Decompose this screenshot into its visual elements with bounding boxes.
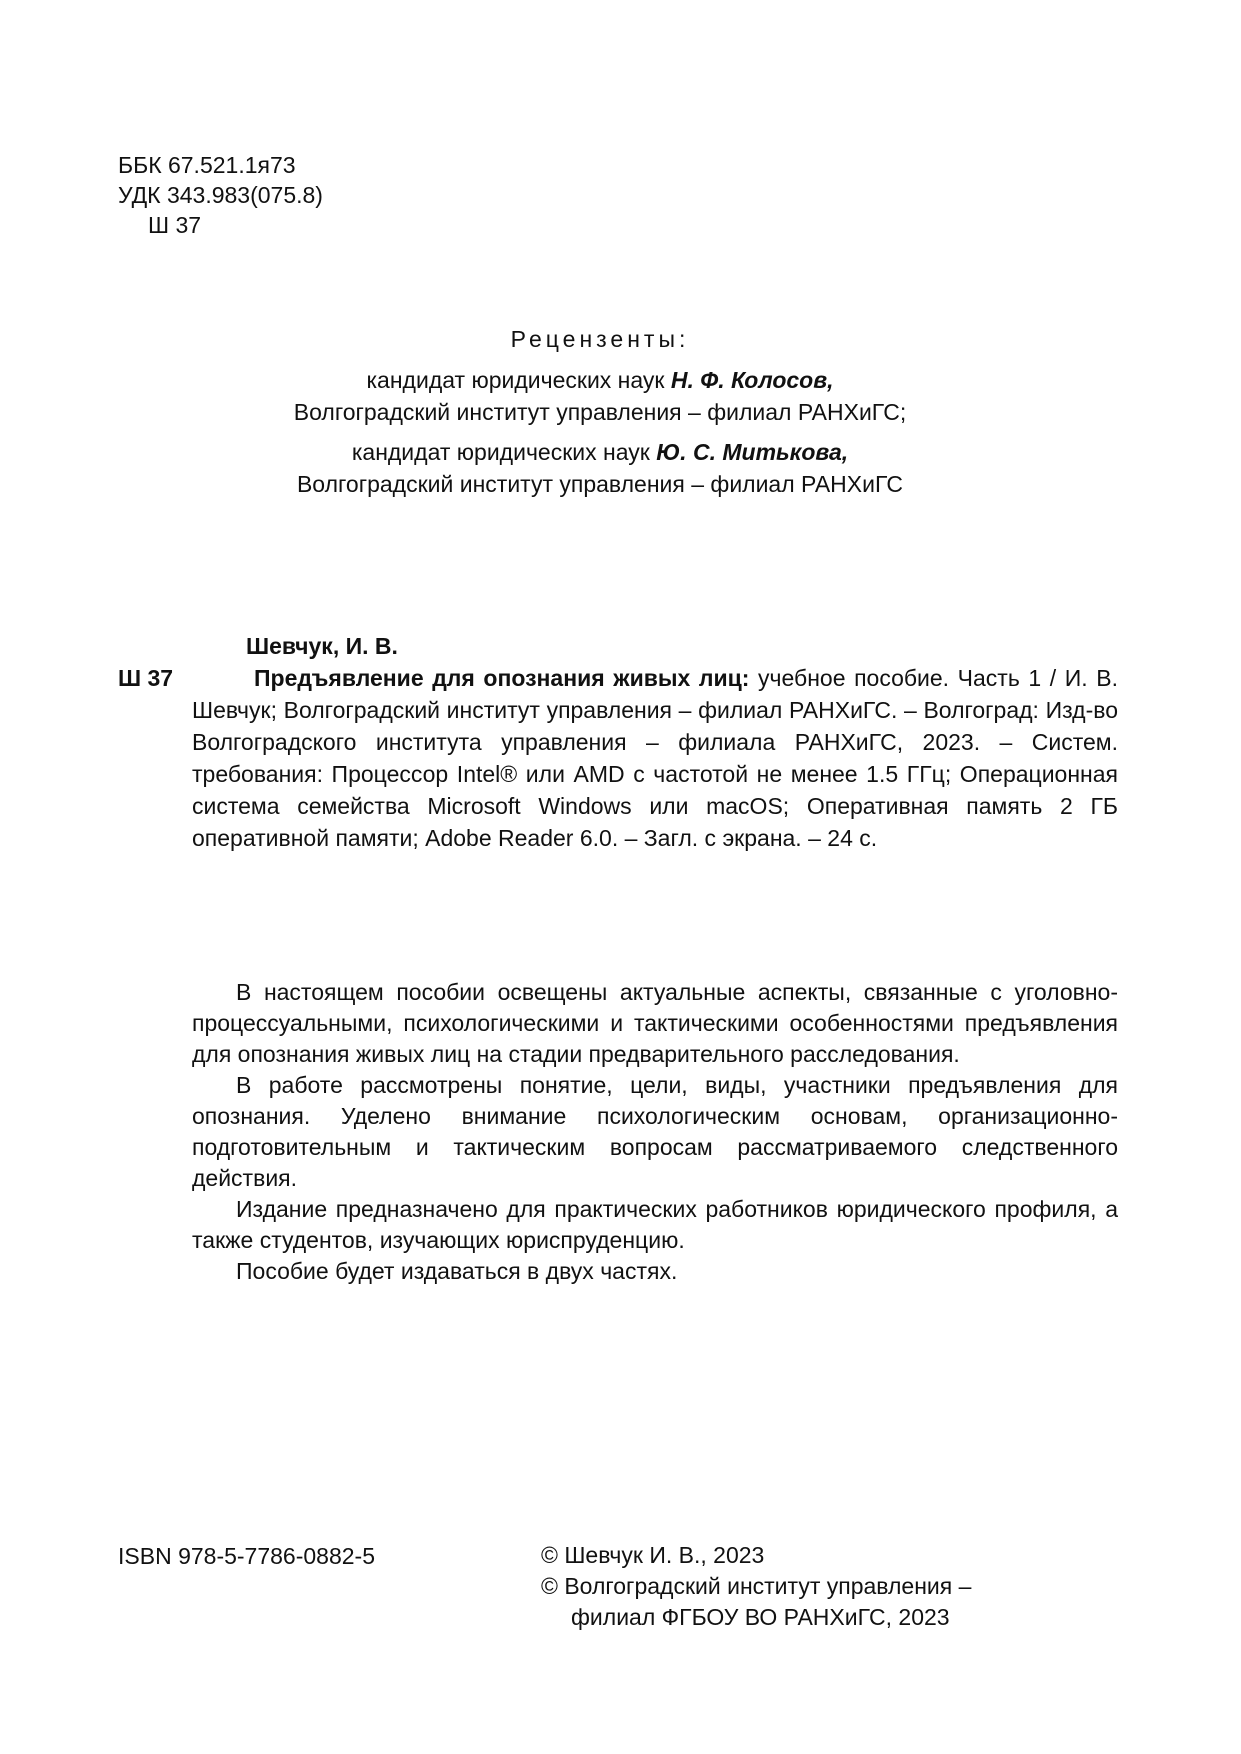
biblio-description: [192, 662, 1118, 854]
reviewers-heading: Рецензенты:: [510, 326, 690, 352]
biblio-details: учебное пособие. Часть 1 / И. В. Шевчук; Волгоградский институт управления – филиал РАНХиГС. – Волгоград: Изд-во Волгоградского института управления – филиала РАНХиГС, 2023. – Систем. требования: Процессор Intel® или AMD с частотой не менее 1.5 ГГц; Операционная система семейства Microsoft Windows или macOS; Оперативная память 2 ГБ оперативной памяти; Adobe Reader 6.0. – Загл. с экрана. – 24 с.: [192, 665, 1118, 851]
reviewer-degree: кандидат юридических наук: [351, 439, 650, 465]
copyright-author: © Шевчук И. В., 2023: [541, 1542, 765, 1568]
udk-code: УДК 343.983(075.8): [118, 182, 323, 208]
copyright-institution: © Волгоградский институт управления –: [541, 1573, 972, 1599]
reviewer-entry: [200, 364, 1000, 428]
reviewer-degree: кандидат юридических наук: [366, 367, 665, 393]
annotation-paragraph: Издание предназначено для практических работников юридического профиля, а также студентов, изучающих юриспруденцию.: [192, 1196, 1118, 1253]
classification-block: [118, 150, 323, 240]
bbk-code: ББК 67.521.1я73: [118, 152, 296, 178]
biblio-title: Предъявление для опознания живых лиц:: [254, 665, 750, 691]
reviewer-affiliation: Волгоградский институт управления – филиал РАНХиГС;: [293, 399, 907, 425]
annotation-paragraph: В настоящем пособии освещены актуальные аспекты, связанные с уголовно-процессуальными, психологическими и тактическими особенностями предъявления для опознания живых лиц на стадии предварительного расследования.: [192, 979, 1118, 1067]
annotation-paragraph: В работе рассмотрены понятие, цели, виды, участники предъявления для опознания. Уделено внимание психологическим основам, организационно-подготовительным и тактическим вопросам рассматриваемого следственного действия.: [192, 1072, 1118, 1191]
reviewer-line: [200, 436, 1000, 468]
reviewer-entry: [200, 436, 1000, 500]
biblio-author: Шевчук, И. В.: [246, 633, 398, 659]
reviewer-line: [200, 364, 1000, 396]
copyright-block: [541, 1540, 971, 1633]
annotation-block: [192, 977, 1118, 1287]
reviewer-affiliation: Волгоградский институт управления – филиал РАНХиГС: [296, 471, 904, 497]
reviewer-name: Н. Ф. Колосов,: [670, 367, 834, 393]
author-mark: Ш 37: [148, 212, 202, 238]
isbn: ISBN 978-5-7786-0882-5: [118, 1543, 375, 1569]
reviewer-name: Ю. С. Митькова,: [656, 439, 849, 465]
copyright-institution-cont: филиал ФГБОУ ВО РАНХиГС, 2023: [571, 1604, 950, 1630]
biblio-code: Ш 37: [118, 665, 174, 691]
annotation-paragraph: Пособие будет издаваться в двух частях.: [236, 1258, 678, 1284]
reviewers-block: [200, 323, 1000, 508]
